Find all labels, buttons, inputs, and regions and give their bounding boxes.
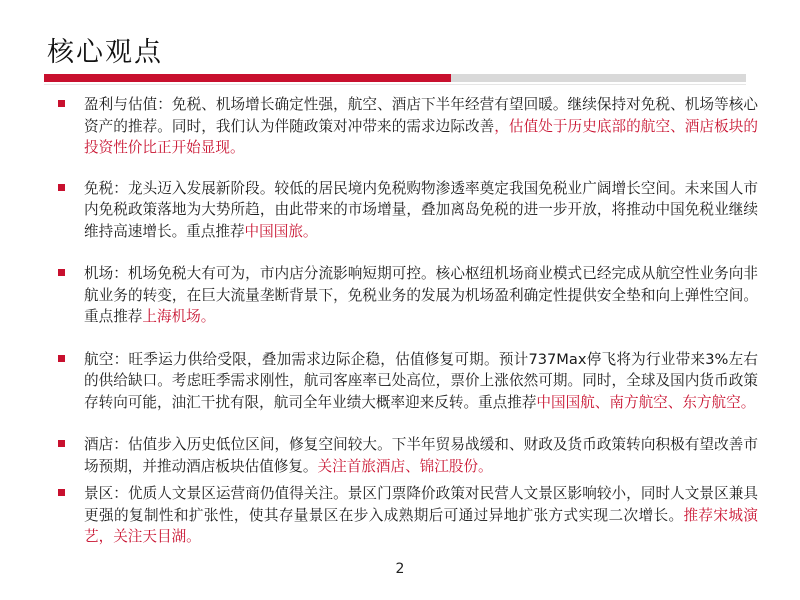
item-text: 景区：优质人文景区运营商仍值得关注。景区门票降价政策对民营人文景区影响较小，同时人文景区兼具更强的复制性和扩张性，使其存量景区在步入成熟期后可通过异地扩张方式实现二次增长。推荐宋城演艺，关注天目湖。 (84, 485, 758, 545)
highlight-text: 推荐宋城演艺，关注天目湖。 (84, 506, 758, 545)
square-bullet-icon (58, 489, 65, 496)
item-text: 航空：旺季运力供给受限，叠加需求边际企稳，估值修复可期。预计737Max停飞将为行业带来3%左右的供给缺口。考虑旺季需求刚性，航司客座率已处高位，票价上涨依然可期。同时，全球及国内货币政策存转向可能，油汇干扰有限，航司全年业绩大概率迎来反转。重点推荐中国国航、南方航空、东方航空。 (84, 350, 758, 411)
highlight-text: ，估值处于历史底部的航空、酒店板块的投资性价比正开始显现。 (84, 117, 758, 156)
highlight-text: 中国国航、南方航空、东方航空。 (536, 393, 756, 411)
list-item (58, 178, 758, 243)
key-points-list (58, 94, 758, 548)
list-item (58, 263, 758, 328)
list-item (58, 349, 758, 414)
page-number: 2 (395, 561, 405, 577)
item-text: 酒店：估值步入历史低位区间，修复空间较大。下半年贸易战缓和、财政及货币政策转向积极有望改善市场预期，并推动酒店板块估值修复。关注首旅酒店、锦江股份。 (84, 436, 758, 475)
square-bullet-icon (58, 269, 65, 276)
highlight-text: 中国国旅。 (244, 222, 318, 240)
highlight-text: 关注首旅酒店、锦江股份。 (317, 457, 493, 475)
item-text: 免税：龙头迈入发展新阶段。较低的居民境内免税购物渗透率奠定我国免税业广阔增长空间。未来国人市内免税政策落地为大势所趋，由此带来的市场增量，叠加离岛免税的进一步开放，将推动中国免税业继续维持高速增长。重点推荐中国国旅。 (84, 179, 758, 240)
square-bullet-icon (58, 355, 65, 362)
list-item (58, 94, 758, 159)
item-text: 机场：机场免税大有可为，市内店分流影响短期可控。核心枢纽机场商业模式已经完成从航空性业务向非航业务的转变，在巨大流量垄断背景下，免税业务的发展为机场盈利确定性提供安全垫和向上弹性空间。重点推荐上海机场。 (84, 265, 758, 325)
list-item (58, 434, 758, 477)
slide-title: 核心观点 (47, 37, 163, 68)
highlight-text: 上海机场。 (142, 308, 216, 325)
square-bullet-icon (58, 100, 65, 107)
item-text: 盈利与估值：免税、机场增长确定性强，航空、酒店下半年经营有望回暖。继续保持对免税、机场等核心资产的推荐。同时，我们认为伴随政策对冲带来的需求边际改善，估值处于历史底部的航空、酒店板块的投资性价比正开始显现。 (84, 96, 758, 156)
square-bullet-icon (58, 184, 65, 191)
square-bullet-icon (58, 440, 65, 447)
list-item (58, 483, 758, 548)
title-divider (44, 84, 746, 85)
title-underline-bar (44, 74, 746, 82)
